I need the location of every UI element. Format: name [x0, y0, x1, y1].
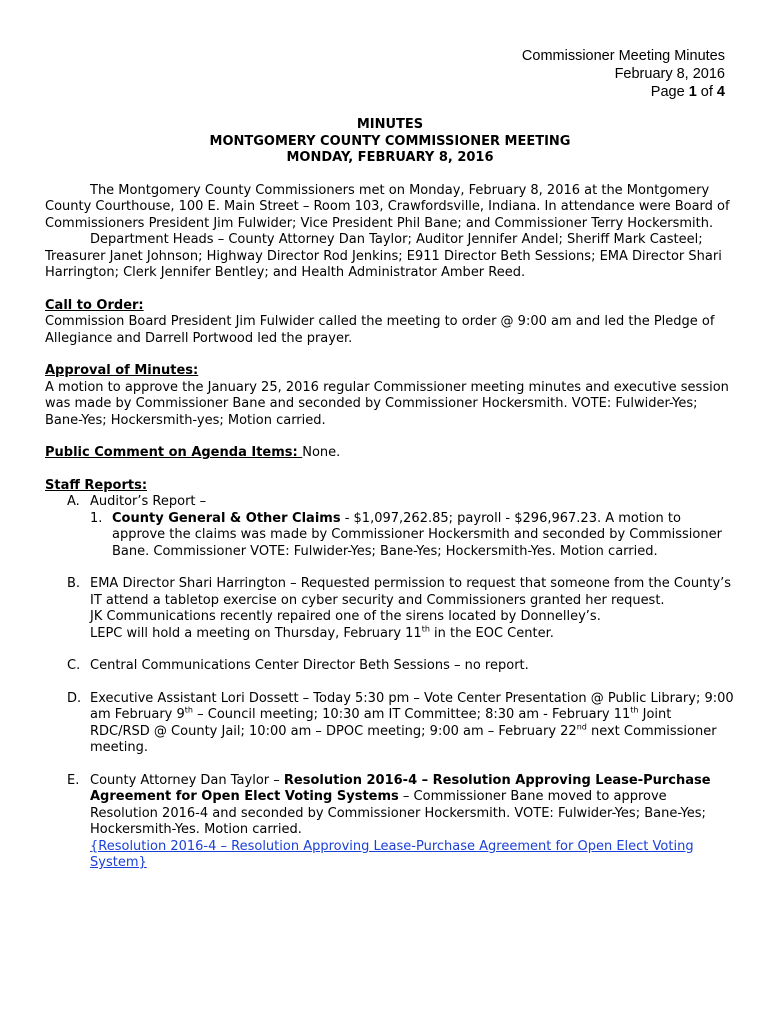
report-d-text — [90, 691, 735, 757]
header-page-number — [522, 83, 725, 101]
report-d-part-3: Joint RDC/RSD @ County Jail; 10:00 am – DPOC meeting; 9:00 am – February 22 — [90, 707, 672, 739]
report-b-line-3-sup: th — [421, 624, 430, 634]
section-call-to-order — [45, 298, 735, 348]
report-d-part-2: – Council meeting; 10:30 am IT Committee; 8:30 am - February 11 — [193, 707, 631, 722]
report-c-label: C. — [67, 658, 81, 673]
report-c-text: Central Communications Center Director Beth Sessions – no report. — [90, 658, 529, 673]
section-staff-reports — [45, 478, 735, 872]
staff-report-c — [45, 658, 735, 675]
page-header — [522, 47, 725, 101]
report-b-label: B. — [67, 576, 81, 591]
report-a-text: Auditor’s Report – — [90, 494, 207, 509]
report-a-label: A. — [67, 494, 80, 509]
staff-report-e — [45, 773, 735, 872]
report-d-part-1: Executive Assistant Lori Dossett – Today 5:30 pm – Vote Center Presentation @ Public Library; 9:00 am February 9 — [90, 690, 734, 722]
staff-reports-heading — [45, 478, 735, 495]
report-e-part-1: County Attorney Dan Taylor – — [90, 772, 284, 788]
report-b-line-1: EMA Director Shari Harrington – Requested permission to request that someone from the County’s IT attend a tabletop exercise on cyber security and Commissioners granted her request. — [90, 576, 732, 608]
report-e-text — [90, 773, 735, 839]
approval-text: A motion to approve the January 25, 2016 regular Commissioner meeting minutes and executive session was made by Commissioner Bane and seconded by Commissioner Hockersmith. VOTE: Fulwider-Yes; Bane-Yes; Hockersmith-yes; Motion carried. — [45, 379, 729, 428]
staff-reports-heading-text: Staff Reports: — [45, 477, 148, 493]
report-e-label: E. — [67, 772, 80, 788]
resolution-link[interactable]: {Resolution 2016-4 – Resolution Approving Lease-Purchase Agreement for Open Elect Voting System} — [90, 838, 694, 870]
staff-report-d — [45, 691, 735, 757]
claims-text: - $1,097,262.85; payroll - $296,967.23. A motion to approve the claims was made by Commissioner Hockersmith and seconded by Commissioner Bane. Commissioner VOTE: Fulwider-Yes; Bane-Yes; Hockersmith-Yes. Motion carried. — [112, 510, 722, 559]
report-d-sup-2: th — [630, 705, 639, 715]
report-d-part-4: next Commissioner meeting. — [90, 723, 717, 755]
header-doc-title: Commissioner Meeting Minutes — [521, 48, 725, 64]
report-b-line-3 — [90, 626, 735, 643]
title-line-2: MONTGOMERY COUNTY COMMISSIONER MEETING — [209, 133, 571, 149]
report-e-part-2: – Commissioner Bane moved to approve Resolution 2016-4 and seconded by Commissioner Hockersmith. VOTE: Fulwider-Yes; Bane-Yes; Hockersmith-Yes. Motion carried. — [90, 789, 706, 837]
page-of: of — [696, 84, 717, 100]
report-d-sup-3: nd — [576, 722, 587, 732]
report-b-line-2: JK Communications recently repaired one of the sirens located by Donnelley’s. — [90, 609, 601, 624]
report-d-sup-1: th — [184, 705, 193, 715]
intro-attendance: The Montgomery County Commissioners met on Monday, February 8, 2016 at the Montgomery County Courthouse, 100 E. Main Street – Room 103, Crawfordsville, Indiana. In attendance were Board of Commissioners President Jim Fulwider; Vice President Phil Bane; and Commissioner Terry Hockersmith. — [45, 182, 730, 231]
call-to-order-heading: Call to Order: — [45, 297, 144, 313]
section-approval-of-minutes — [45, 363, 735, 429]
report-b-line-3-post: in the EOC Center. — [429, 625, 554, 641]
title-line-3: MONDAY, FEBRUARY 8, 2016 — [286, 150, 494, 165]
claims-title: County General & Other Claims — [112, 510, 341, 526]
report-b-line-3-pre: LEPC will hold a meeting on Thursday, February 11 — [90, 625, 422, 641]
staff-report-b — [45, 576, 735, 642]
page-current: 1 — [688, 84, 697, 100]
document-title — [45, 117, 735, 167]
report-d-label: D. — [67, 690, 82, 706]
minutes-body — [45, 117, 735, 872]
approval-heading: Approval of Minutes: — [45, 363, 199, 378]
public-comment-text: None. — [302, 445, 341, 460]
call-to-order-text: Commission Board President Jim Fulwider called the meeting to order @ 9:00 am and led the Pledge of Allegiance and Darrell Portwood led the prayer. — [45, 314, 715, 346]
report-a-item-1-label: 1. — [90, 510, 103, 526]
intro-department-heads: Department Heads – County Attorney Dan Taylor; Auditor Jennifer Andel; Sheriff Mark Casteel; Treasurer Janet Johnson; Highway Director Rod Jenkins; E911 Director Beth Sessions; EMA Director Shari Harrington; Clerk Jennifer Bentley; and Health Administrator Amber Reed. — [45, 232, 722, 280]
resolution-title: Resolution 2016-4 – Resolution Approving Lease-Purchase Agreement for Open Elect Voting Systems — [90, 772, 711, 804]
page-total: 4 — [716, 84, 725, 100]
title-line-1: MINUTES — [356, 117, 424, 132]
section-public-comment — [45, 445, 735, 462]
staff-report-a — [45, 494, 735, 560]
public-comment-heading: Public Comment on Agenda Items: — [45, 445, 303, 460]
header-date: February 8, 2016 — [614, 66, 725, 82]
page-prefix: Page — [650, 84, 689, 100]
report-a-item-1 — [90, 511, 735, 561]
